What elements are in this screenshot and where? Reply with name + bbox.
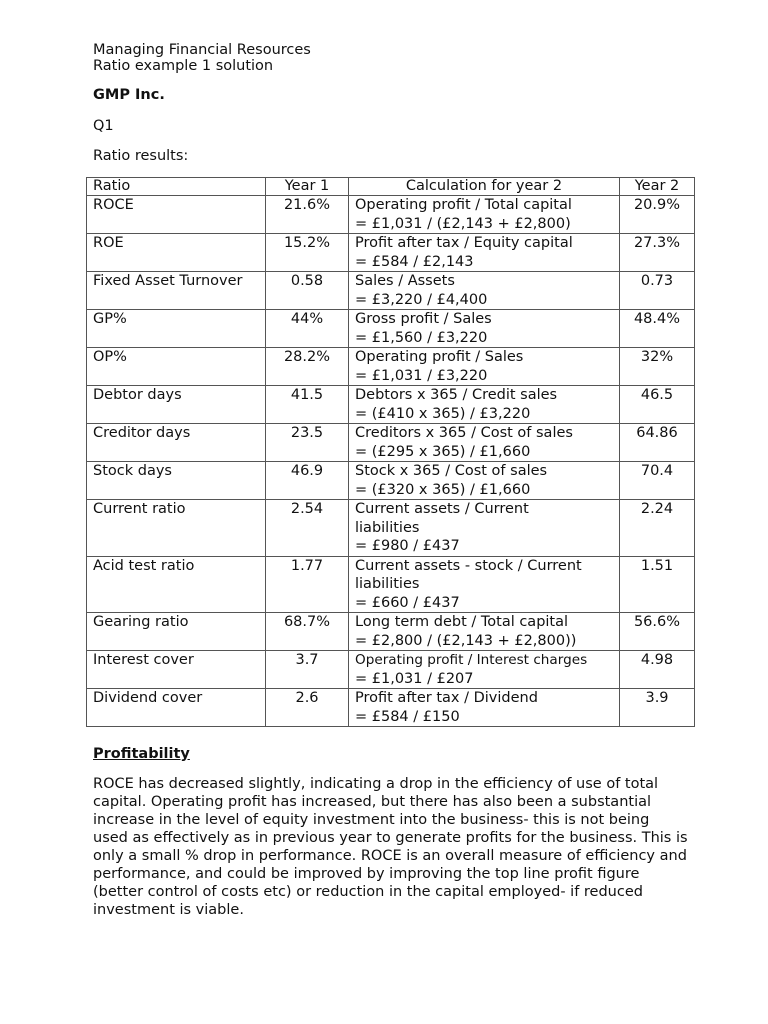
calculation-cell (349, 689, 620, 727)
year-1-value-cell: 28.2% (266, 348, 349, 386)
ratio-name-cell: ROE (87, 234, 266, 272)
ratio-results-label: Ratio results: (93, 148, 189, 164)
ratio-name-cell: Interest cover (87, 651, 266, 689)
ratio-name-cell: Gearing ratio (87, 613, 266, 651)
calculation-line: = £1,031 / (£2,143 + £2,800) (355, 215, 571, 232)
calculation-line: Stock x 365 / Cost of sales (355, 463, 548, 479)
year-2-value-cell: 56.6% (620, 613, 695, 651)
ratio-name-cell: Creditor days (87, 424, 266, 462)
year-1-value-cell: 44% (266, 310, 349, 348)
calculation-line: = (£320 x 365) / £1,660 (355, 481, 531, 498)
column-header-year-2: Year 2 (620, 178, 695, 196)
calculation-line: = £584 / £2,143 (355, 253, 474, 270)
year-1-value-cell: 68.7% (266, 613, 349, 651)
year-1-value-cell: 0.58 (266, 272, 349, 310)
calculation-line: Profit after tax / Dividend (355, 690, 538, 706)
calculation-line: Creditors x 365 / Cost of sales (355, 425, 573, 441)
ratio-table (86, 177, 695, 727)
column-header-ratio: Ratio (87, 178, 266, 196)
calculation-cell (349, 196, 620, 234)
year-1-value-cell: 46.9 (266, 462, 349, 500)
table-row (87, 272, 695, 310)
ratio-name-cell: ROCE (87, 196, 266, 234)
calculation-cell (349, 462, 620, 500)
year-2-value-cell: 32% (620, 348, 695, 386)
profitability-heading: Profitability (93, 746, 190, 762)
year-1-value-cell: 15.2% (266, 234, 349, 272)
calculation-line: = £980 / £437 (355, 538, 460, 554)
table-row (87, 500, 695, 557)
calculation-cell (349, 556, 620, 613)
year-2-value-cell: 70.4 (620, 462, 695, 500)
year-2-value-cell: 20.9% (620, 196, 695, 234)
table-row (87, 689, 695, 727)
paragraph-line: performance, and could be improved by improving the top line profit figure (93, 866, 640, 882)
calculation-cell (349, 386, 620, 424)
calculation-line: = £3,220 / £4,400 (355, 291, 488, 308)
year-1-value-cell: 23.5 (266, 424, 349, 462)
paragraph-line: used as effectively as in previous year to generate profits for the business. This is (93, 830, 688, 846)
year-1-value-cell: 21.6% (266, 196, 349, 234)
calculation-line: = £584 / £150 (355, 708, 460, 725)
paragraph-line: capital. Operating profit has increased, but there has also been a substantial (93, 794, 652, 810)
ratio-name-cell: Current ratio (87, 500, 266, 557)
table-header-row (87, 178, 695, 196)
ratio-table-body (87, 196, 695, 727)
ratio-name-cell: Debtor days (87, 386, 266, 424)
calculation-line: Operating profit / Total capital (355, 197, 572, 213)
column-header-calculation: Calculation for year 2 (349, 178, 620, 196)
calculation-line: Debtors x 365 / Credit sales (355, 387, 558, 403)
table-row (87, 310, 695, 348)
ratio-name-cell: Acid test ratio (87, 556, 266, 613)
calculation-line: Current assets - stock / Current (355, 557, 582, 574)
document-subtitle: Ratio example 1 solution (93, 58, 274, 74)
ratio-name-cell: Dividend cover (87, 689, 266, 727)
year-2-value-cell: 3.9 (620, 689, 695, 727)
calculation-line: liabilities (355, 519, 420, 536)
year-1-value-cell: 1.77 (266, 556, 349, 613)
calculation-cell (349, 348, 620, 386)
paragraph-line: investment is viable. (93, 902, 244, 918)
calculation-line: Current assets / Current (355, 501, 529, 517)
year-2-value-cell: 46.5 (620, 386, 695, 424)
year-1-value-cell: 41.5 (266, 386, 349, 424)
table-row (87, 234, 695, 272)
calculation-line: = (£295 x 365) / £1,660 (355, 443, 531, 460)
table-row (87, 556, 695, 613)
table-row (87, 462, 695, 500)
year-2-value-cell: 48.4% (620, 310, 695, 348)
calculation-line: liabilities (355, 576, 420, 592)
year-1-value-cell: 3.7 (266, 651, 349, 689)
company-name: GMP Inc. (93, 87, 165, 103)
calculation-line: = £1,560 / £3,220 (355, 329, 488, 346)
ratio-name-cell: OP% (87, 348, 266, 386)
calculation-cell (349, 234, 620, 272)
profitability-paragraph (93, 775, 693, 919)
calculation-cell (349, 310, 620, 348)
year-2-value-cell: 27.3% (620, 234, 695, 272)
calculation-line: Gross profit / Sales (355, 311, 492, 327)
year-2-value-cell: 0.73 (620, 272, 695, 310)
table-row (87, 348, 695, 386)
calculation-line: Sales / Assets (355, 273, 455, 289)
calculation-line: Operating profit / Sales (355, 349, 524, 365)
calculation-line: = (£410 x 365) / £3,220 (355, 405, 531, 422)
calculation-line: Operating profit / Interest charges (355, 652, 588, 668)
table-row (87, 424, 695, 462)
calculation-cell (349, 272, 620, 310)
calculation-cell (349, 613, 620, 651)
table-row (87, 651, 695, 689)
question-label: Q1 (93, 118, 114, 134)
table-row (87, 196, 695, 234)
year-1-value-cell: 2.54 (266, 500, 349, 557)
calculation-line: Long term debt / Total capital (355, 614, 569, 630)
calculation-cell (349, 651, 620, 689)
calculation-line: = £1,031 / £3,220 (355, 367, 488, 384)
year-2-value-cell: 2.24 (620, 500, 695, 557)
year-2-value-cell: 1.51 (620, 556, 695, 613)
paragraph-line: ROCE has decreased slightly, indicating a drop in the efficiency of use of total (93, 776, 659, 792)
ratio-name-cell: GP% (87, 310, 266, 348)
course-title: Managing Financial Resources (93, 42, 311, 58)
calculation-cell (349, 424, 620, 462)
calculation-cell (349, 500, 620, 557)
year-1-value-cell: 2.6 (266, 689, 349, 727)
calculation-line: = £1,031 / £207 (355, 670, 474, 687)
calculation-line: = £2,800 / (£2,143 + £2,800)) (355, 632, 577, 649)
column-header-year-1: Year 1 (266, 178, 349, 196)
table-row (87, 386, 695, 424)
year-2-value-cell: 64.86 (620, 424, 695, 462)
paragraph-line: (better control of costs etc) or reduction in the capital employed- if reduced (93, 884, 643, 900)
ratio-name-cell: Fixed Asset Turnover (87, 272, 266, 310)
calculation-line: = £660 / £437 (355, 594, 460, 611)
paragraph-line: only a small % drop in performance. ROCE is an overall measure of efficiency and (93, 848, 687, 864)
year-2-value-cell: 4.98 (620, 651, 695, 689)
paragraph-line: increase in the level of equity investment into the business- this is not being (93, 812, 650, 828)
ratio-name-cell: Stock days (87, 462, 266, 500)
table-row (87, 613, 695, 651)
calculation-line: Profit after tax / Equity capital (355, 235, 573, 251)
